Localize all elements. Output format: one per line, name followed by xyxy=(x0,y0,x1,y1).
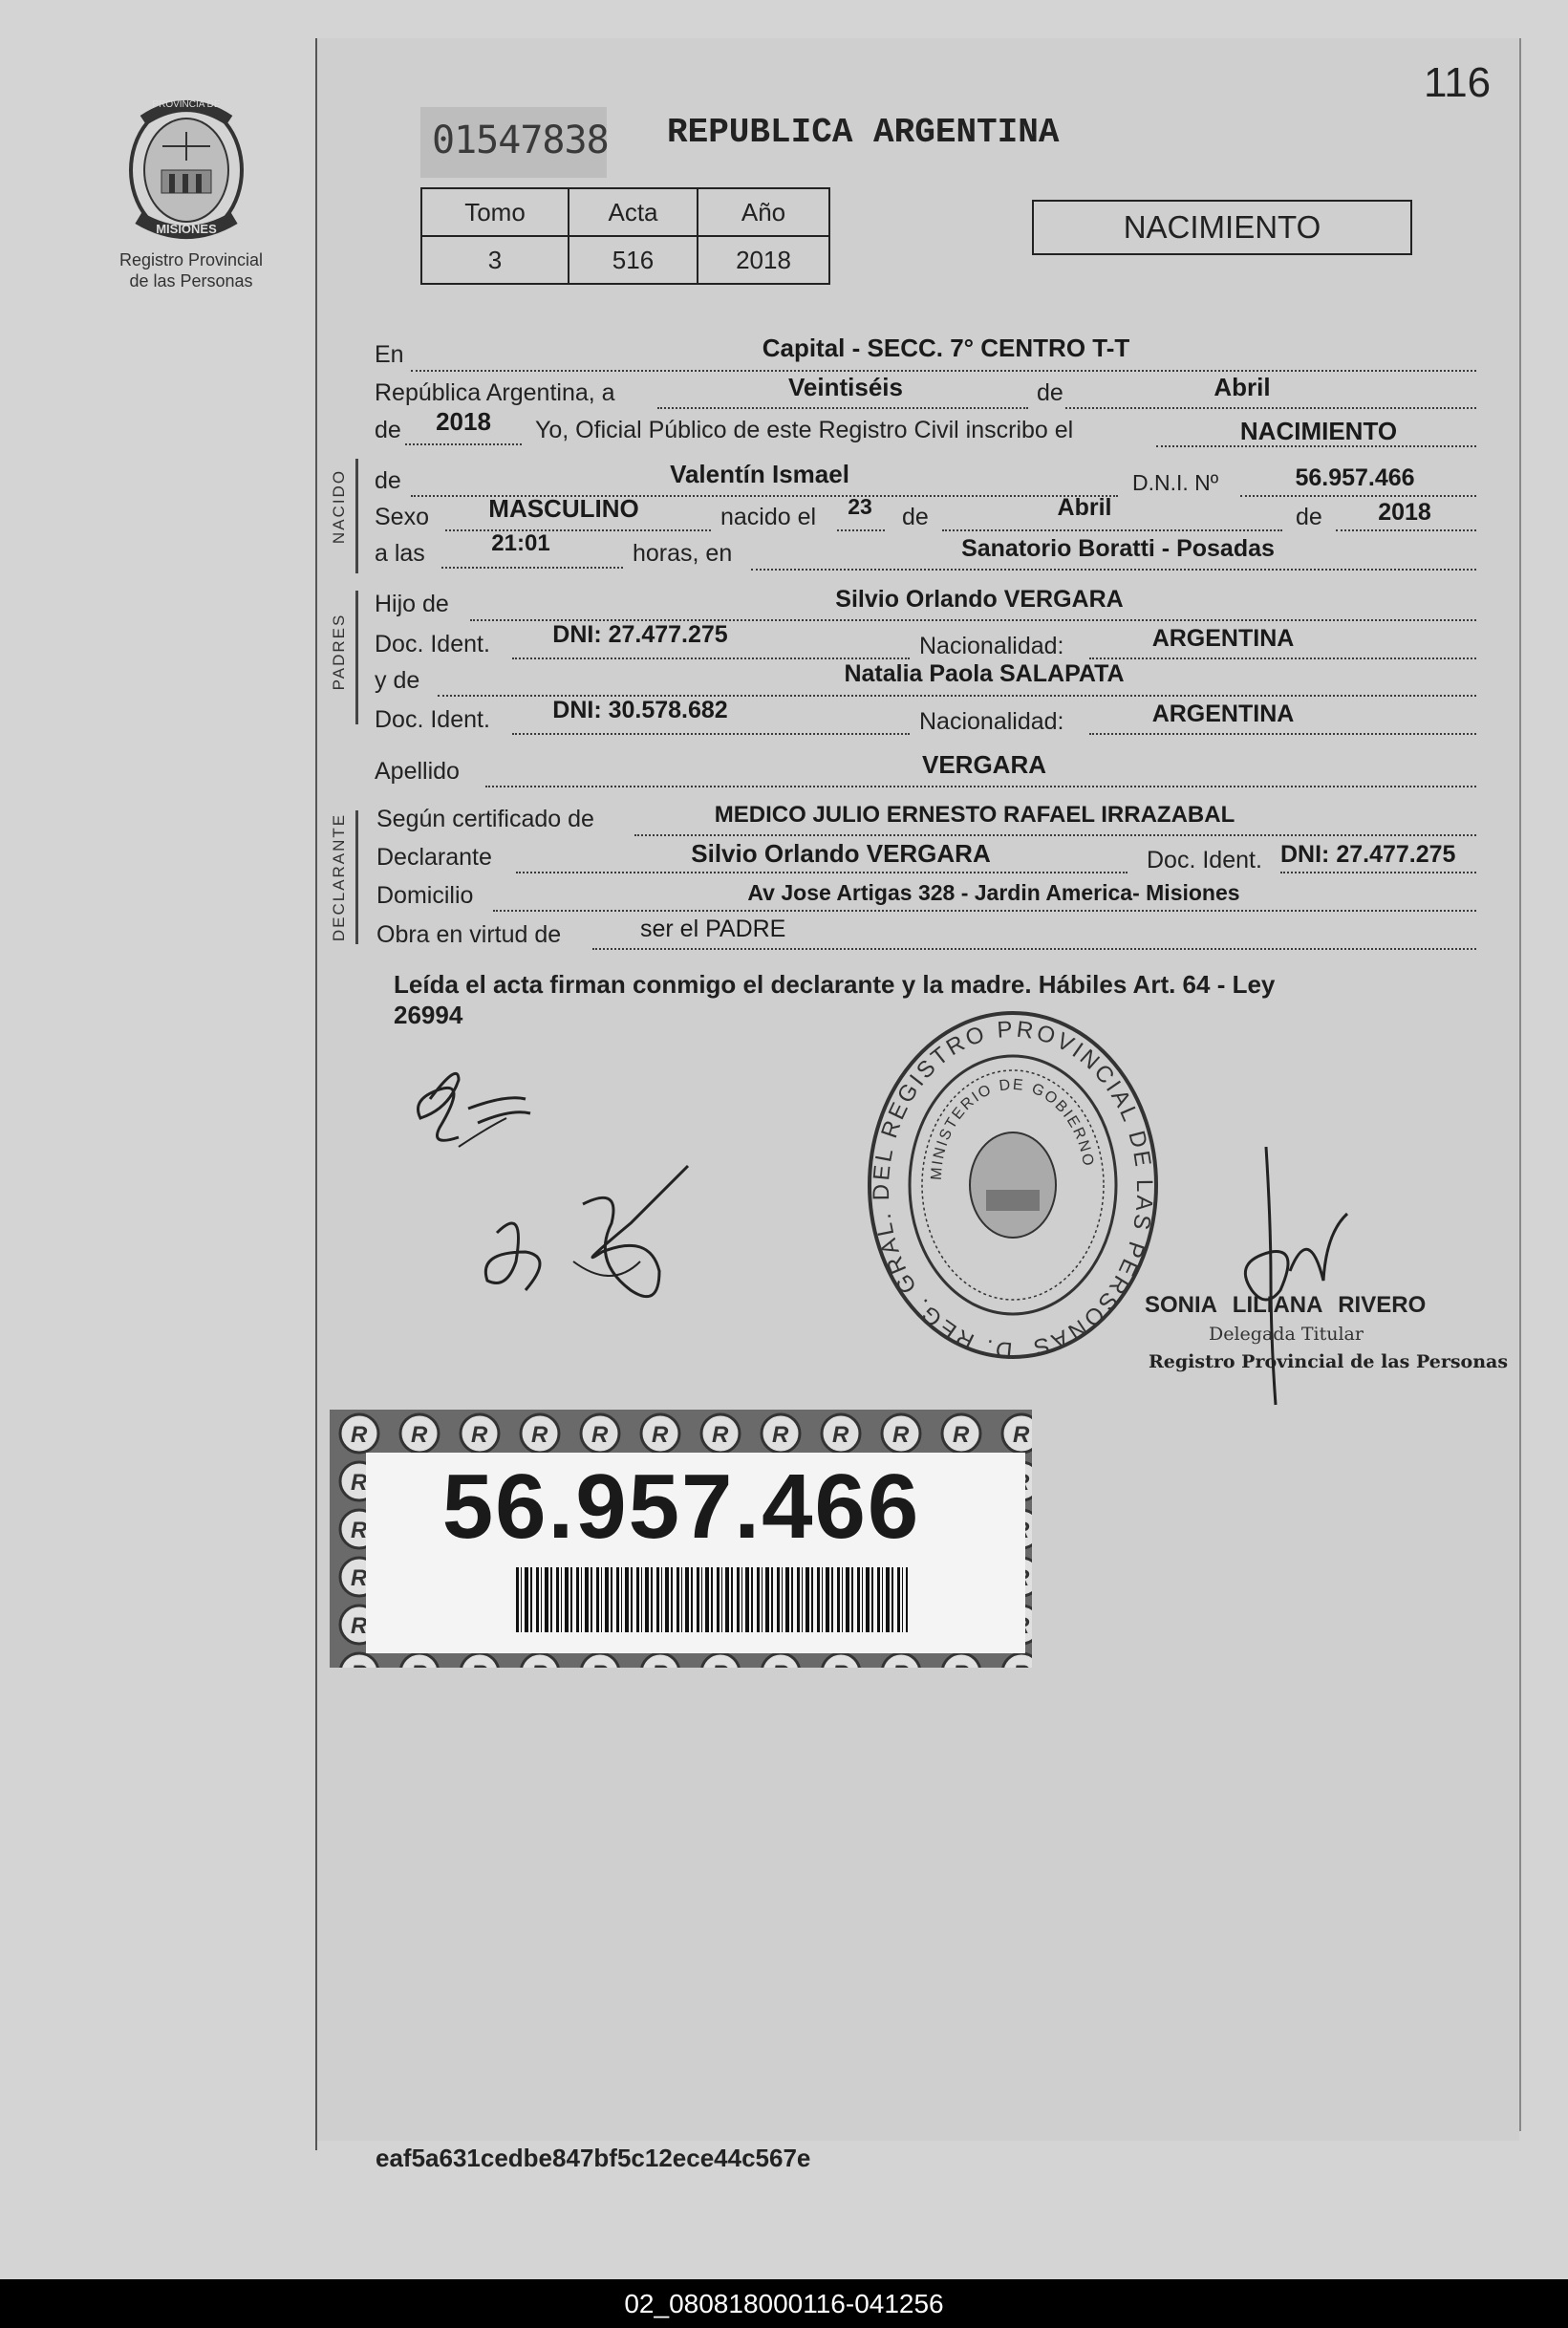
a-las-label: a las xyxy=(375,540,425,567)
declarante-bracket xyxy=(355,810,358,944)
padres-section-label: PADRES xyxy=(330,613,348,691)
intro-month: Abril xyxy=(1214,373,1271,401)
line-birth-day xyxy=(837,529,885,531)
line-obra xyxy=(592,948,1476,950)
official-text: Yo, Oficial Público de este Registro Civil inscribo el xyxy=(535,417,1074,443)
record-table xyxy=(420,187,830,285)
birth-year: 2018 xyxy=(1378,499,1431,526)
nacido-section-label: NACIDO xyxy=(330,468,348,545)
horas-label: horas, en xyxy=(633,540,733,567)
line-mother-nat xyxy=(1089,733,1476,735)
official-stamp xyxy=(860,999,1166,1362)
child-name: Valentín Ismael xyxy=(670,460,849,488)
hijo-de-label: Hijo de xyxy=(375,591,449,617)
line-year xyxy=(405,443,522,445)
birth-month: Abril xyxy=(1057,494,1112,521)
birth-time: 21:01 xyxy=(491,530,550,556)
closing-text-line1: Leída el acta firman conmigo el declarante y la madre. Hábiles Art. 64 - Ley xyxy=(394,970,1276,999)
id-number: 56.957.466 xyxy=(441,1455,921,1558)
line-day xyxy=(657,407,1028,409)
padres-bracket xyxy=(355,591,358,724)
line-en xyxy=(411,370,1476,372)
line-domicilio xyxy=(493,910,1476,912)
document-hash: eaf5a631cedbe847bf5c12ece44c567e xyxy=(376,2144,811,2172)
official-title: Delegada Titular xyxy=(1209,1324,1364,1345)
father-name: Silvio Orlando VERGARA xyxy=(835,586,1124,613)
certificado-value: MEDICO JULIO ERNESTO RAFAEL IRRAZABAL xyxy=(714,802,1235,828)
apellido-label: Apellido xyxy=(375,758,460,785)
birth-place: Sanatorio Boratti - Posadas xyxy=(961,535,1275,562)
id-barcode xyxy=(516,1567,908,1632)
header-title: REPUBLICA ARGENTINA xyxy=(667,113,1060,152)
father-nat-label: Nacionalidad: xyxy=(919,633,1064,659)
mother-nat-label: Nacionalidad: xyxy=(919,708,1064,735)
birth-day: 23 xyxy=(848,494,872,519)
line-cert xyxy=(634,834,1476,836)
seal-text-bottom: MISIONES xyxy=(156,222,217,236)
left-margin-line xyxy=(315,38,317,2150)
official-signature xyxy=(1214,1147,1366,1414)
table-value-tomo: 3 xyxy=(421,236,569,284)
line-birth-place xyxy=(751,569,1476,571)
line-birth-month xyxy=(942,529,1282,531)
obra-value: ser el PADRE xyxy=(640,916,786,942)
country-label: República Argentina, a xyxy=(375,379,615,406)
nacido-el-label: nacido el xyxy=(720,504,817,530)
right-edge-line xyxy=(1519,38,1521,2131)
domicilio-value: Av Jose Artigas 328 - Jardin America- Misiones xyxy=(747,880,1240,905)
nacido-de-label-2: de xyxy=(902,504,929,530)
mother-doc-label: Doc. Ident. xyxy=(375,706,490,733)
intro-year: 2018 xyxy=(436,407,491,436)
line-father-nat xyxy=(1089,657,1476,659)
nacido-bracket xyxy=(355,459,358,573)
line-time xyxy=(441,567,623,569)
declarante-value: Silvio Orlando VERGARA xyxy=(691,839,991,868)
line-declarante xyxy=(516,872,1128,873)
line-mother-doc xyxy=(512,733,910,735)
official-office: Registro Provincial de las Personas xyxy=(1149,1351,1509,1372)
stamp-inner-text: MINISTERIO DE GOBIERNO xyxy=(928,1076,1097,1181)
seal-text-top: PROVINCIA DE xyxy=(152,99,221,110)
intro-de-label-2: de xyxy=(375,417,401,443)
mother-signature xyxy=(468,1147,717,1319)
table-value-ano: 2018 xyxy=(698,236,829,284)
line-father-doc xyxy=(512,657,910,659)
line-declarante-doc xyxy=(1280,872,1476,873)
dni-label: D.N.I. Nº xyxy=(1132,470,1219,495)
father-nationality: ARGENTINA xyxy=(1151,625,1295,652)
certificado-label: Según certificado de xyxy=(376,806,594,832)
table-header-tomo: Tomo xyxy=(421,188,569,236)
father-doc: DNI: 27.477.275 xyxy=(552,621,728,648)
record-type: NACIMIENTO xyxy=(1123,209,1321,245)
sexo-value: MASCULINO xyxy=(488,494,639,523)
table-value-acta: 516 xyxy=(569,236,698,284)
declarante-label: Declarante xyxy=(376,844,492,871)
table-header-ano: Año xyxy=(698,188,829,236)
sexo-label: Sexo xyxy=(375,504,429,530)
place-value: Capital - SECC. 7° CENTRO T-T xyxy=(762,334,1130,362)
page-number: 116 xyxy=(1424,59,1492,106)
official-name: SONIA LILIANA RIVERO xyxy=(1145,1292,1427,1318)
declarante-section-label: DECLARANTE xyxy=(330,812,348,942)
line-month xyxy=(1065,407,1476,409)
issuer-name-line1: Registro Provincial xyxy=(118,250,264,269)
declarante-doc-label: Doc. Ident. xyxy=(1147,847,1262,873)
serial-number: 01547838 xyxy=(432,119,609,162)
apellido-value: VERGARA xyxy=(921,750,1046,779)
mother-doc: DNI: 30.578.682 xyxy=(552,697,728,723)
child-dni: 56.957.466 xyxy=(1295,464,1415,491)
obra-label: Obra en virtud de xyxy=(376,921,562,948)
line-apellido xyxy=(485,786,1476,787)
nacido-de-label-3: de xyxy=(1296,504,1322,530)
stamp-outer-text: D. REG. GRAL. DEL REGISTRO PROVINCIAL DE LAS PERSONAS xyxy=(868,1016,1158,1362)
intro-de-label: de xyxy=(1037,379,1063,406)
domicilio-label: Domicilio xyxy=(376,882,474,909)
nacido-de-label: de xyxy=(375,467,401,494)
en-label: En xyxy=(375,341,404,368)
line-birth-year xyxy=(1336,529,1476,531)
mother-nationality: ARGENTINA xyxy=(1151,701,1295,727)
day-words: Veintiséis xyxy=(788,373,903,401)
table-header-acta: Acta xyxy=(569,188,698,236)
closing-text-line2: 26994 xyxy=(394,1001,463,1029)
declarante-doc: DNI: 27.477.275 xyxy=(1280,841,1456,868)
father-doc-label: Doc. Ident. xyxy=(375,631,490,657)
y-de-label: y de xyxy=(375,667,420,694)
inscribed-value: NACIMIENTO xyxy=(1239,417,1398,445)
line-dni xyxy=(1240,495,1476,497)
mother-name: Natalia Paola SALAPATA xyxy=(844,660,1125,687)
footer-code: 02_080818000116-041256 xyxy=(0,2279,1568,2328)
issuer-name-line2: de las Personas xyxy=(129,271,253,291)
